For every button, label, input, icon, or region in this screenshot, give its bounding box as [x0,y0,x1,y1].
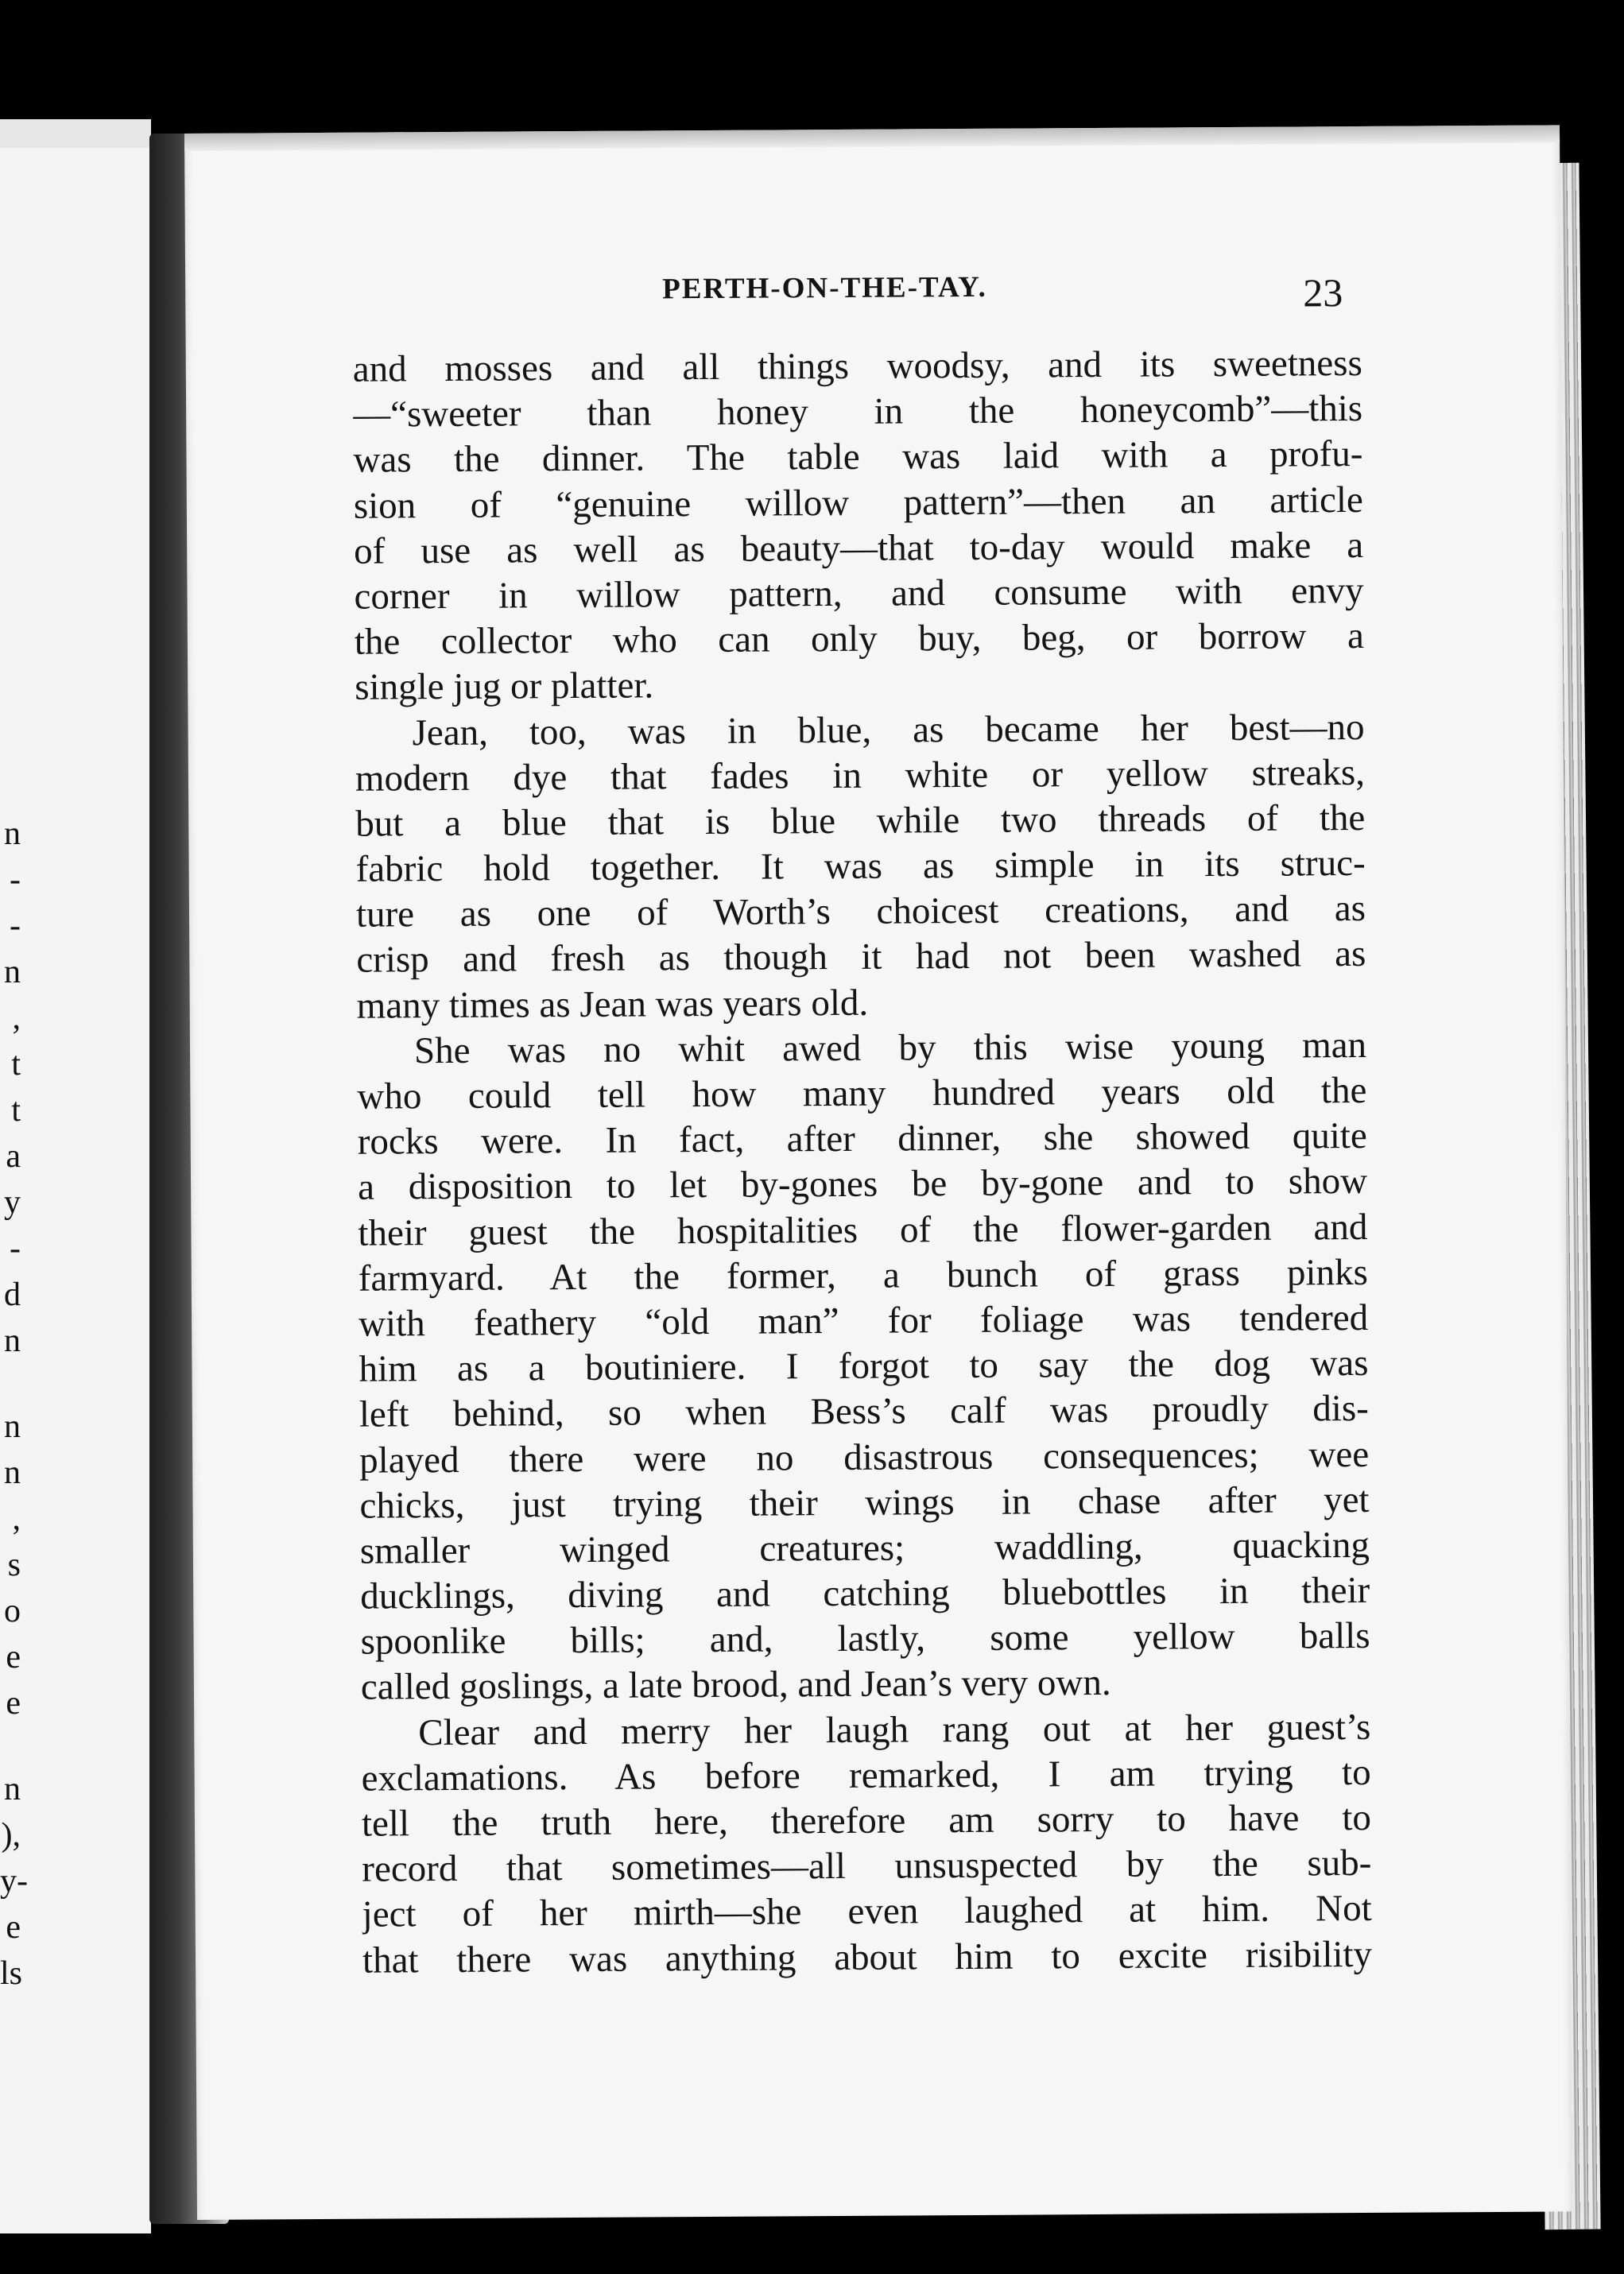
left-page-fragment: , [12,1501,21,1537]
left-page-fragment [0,1726,32,1766]
text-line: exclamations. As before remarked, I am trying to [361,1751,1371,1799]
left-page-fragment: y- [0,1863,28,1900]
left-page-fragment: e [6,1909,21,1946]
text-line: crisp and fresh as though it had not been washed as [356,933,1366,982]
text-line: single jug or platter. [355,664,654,709]
text-line: the collector who can only buy, beg, or borrow a [354,615,1365,663]
text-line: record that sometimes—all unsuspected by the sub- [362,1842,1372,1890]
left-page-fragment: ls [0,1955,23,1992]
body-text [353,341,1373,1983]
left-page-fragment: y [4,1184,21,1221]
text-line: rocks were. In fact, after dinner, she showed quite [357,1115,1367,1163]
text-line: their guest the hospitalities of the flower-garden and [358,1206,1368,1254]
left-page-fragment: n [4,815,21,852]
text-line: ture as one of Worth’s choicest creations, and as [355,888,1366,936]
left-page-fragment: n [4,1455,21,1491]
text-line: —“sweeter than honey in the honeycomb”—this [353,388,1363,436]
text-line: smaller winged creatures; waddling, quacking [359,1524,1370,1572]
text-line: fabric hold together. It was as simple in its struc- [355,843,1366,890]
left-page-fragment: n [4,1771,21,1807]
left-page-fragment: - [10,908,21,944]
text-line: many times as Jean was years old. [356,982,869,1027]
left-facing-page [0,119,151,2233]
text-line: him as a boutiniere. I forgot to say the dog was [359,1342,1369,1390]
text-line: left behind, so when Bess’s calf was proudly dis- [359,1388,1369,1435]
text-line: that there was anything about him to excite risibility [362,1933,1373,1982]
text-line: Jean, too, was in blue, as became her best—no [412,706,1365,753]
left-page-fragment: e [6,1639,21,1675]
text-line: She was no whit awed by this wise young man [413,1024,1367,1072]
text-line: but a blue that is blue while two threads of the [355,796,1366,845]
left-page-text-fragments [0,811,32,1997]
left-page-fragment: , [12,1000,21,1036]
left-page-top-edge [0,119,151,148]
left-page-fragment [0,1364,32,1404]
text-line: with feathery “old man” for foliage was tendered [358,1296,1369,1345]
page-top-edge [184,125,1560,151]
text-line: farmyard. At the former, a bunch of grass pinks [358,1251,1368,1300]
left-page-fragment: n [4,1323,21,1359]
text-line: was the dinner. The table was laid with a profu- [353,433,1363,482]
left-page-fragment: s [7,1547,21,1583]
text-line: spoonlike bills; and, lastly, some yellow balls [360,1615,1370,1663]
left-page-fragment: t [11,1092,21,1129]
left-page-fragment: - [10,862,21,898]
text-line: sion of “genuine willow pattern”—then an article [353,478,1363,527]
text-line: who could tell how many hundred years old the [357,1069,1367,1118]
text-line: modern dye that fades in white or yellow streaks, [355,751,1366,800]
left-page-fragment: e [6,1685,21,1722]
text-line: of use as well as beauty—that to-day would make a [354,524,1364,572]
left-page-fragment: o [4,1593,21,1629]
running-head: PERTH-ON-THE-TAY. [662,270,987,306]
left-page-fragment: n [4,954,21,990]
page-number: 23 [1303,270,1343,316]
text-line: and mosses and all things woodsy, and its sweetness [352,342,1362,390]
left-page-fragment: a [6,1138,21,1175]
left-page-fragment: - [10,1230,21,1267]
text-line: tell the truth here, therefore am sorry to have to [361,1796,1372,1845]
text-line: corner in willow pattern, and consume with envy [354,569,1364,618]
book-page [184,125,1572,2220]
text-line: called goslings, a late brood, and Jean’s very own. [360,1662,1111,1709]
text-line: ject of her mirth—she even laughed at him. Not [362,1888,1372,1936]
left-page-fragment: t [11,1046,21,1083]
text-line: chicks, just trying their wings in chase after yet [359,1478,1370,1527]
left-page-fragment: ), [1,1817,21,1854]
text-line: played there were no disastrous consequences; wee [359,1433,1370,1482]
left-page-fragment: d [4,1276,21,1313]
text-line: a disposition to let by-gones be by-gone and to show [357,1160,1368,1209]
left-page-fragment: n [4,1408,21,1445]
text-line: ducklings, diving and catching bluebottles in their [360,1569,1370,1617]
text-line: Clear and merry her laugh rang out at her guest’s [418,1706,1371,1753]
